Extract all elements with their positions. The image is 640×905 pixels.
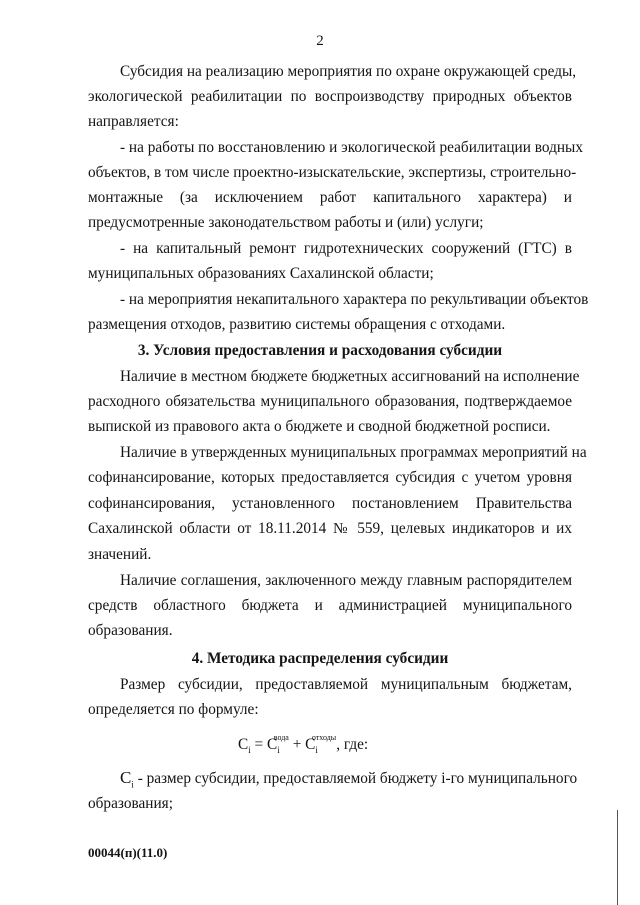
definition-line [120,768,578,794]
paragraph-line: Размер субсидии, предоставляемой муниципальным бюджетам, [120,676,572,693]
paragraph-line: Наличие в утвержденных муниципальных программах мероприятий на [120,444,587,461]
list-item-line: предусмотренные законодательством работы и (или) услуги; [88,214,484,231]
formula-lhs: C [238,736,249,753]
paragraph-line: софинансирование, которых предоставляется субсидия с учетом уровня [88,469,572,486]
list-item-line: - на капитальный ремонт гидротехнических сооружений (ГТС) в [120,240,572,257]
formula-equals: = [254,736,264,753]
page-number: 2 [316,33,324,49]
list-item-line: - на мероприятия некапитального характера по рекультивации объектов [120,291,589,308]
list-item-line: монтажные (за исключением работ капитального характера) и [88,189,572,206]
paragraph-line: направляется: [88,113,179,130]
formula-where: , где: [336,736,369,753]
formula-subscript: i [277,745,280,755]
paragraph-line: значений. [88,546,152,563]
formula-superscript-waste: отходы [311,733,337,742]
subsidy-formula [238,728,368,760]
paragraph-line: Сахалинской области от 18.11.2014 № 559, целевых индикаторов и их [88,520,572,537]
formula-subscript: i [315,745,318,755]
scan-edge-line [617,810,618,905]
definition-symbol-subscript: i [131,779,134,790]
formula-term-waste: C [305,736,316,753]
section-heading: 3. Условия предоставления и расходования субсидии [137,342,503,359]
list-item-line: - на работы по восстановлению и экологической реабилитации водных [120,139,583,156]
formula-term-water: C [267,736,278,753]
paragraph-line: Субсидия на реализацию мероприятия по охране окружающей среды, [120,63,577,80]
paragraph-line: экологической реабилитации по воспроизводству природных объектов [88,88,572,105]
section-heading: 4. Методика распределения субсидии [191,650,449,667]
paragraph-line: выпиской из правового акта о бюджете и сводной бюджетной росписи. [88,418,551,435]
definition-symbol-letter: C [120,768,132,787]
paragraph-line: расходного обязательства муниципального образования, подтверждаемое [88,393,572,410]
formula-plus: + [292,736,302,753]
formula-superscript-water: вода [273,733,289,742]
definition-symbol [120,768,134,790]
list-item-line: размещения отходов, развитию системы обращения с отходами. [88,316,506,333]
formula-subscript: i [248,745,251,755]
list-item-line: муниципальных образованиях Сахалинской области; [88,265,434,282]
paragraph-line: образования; [88,795,173,812]
paragraph-line: софинансирования, установленного постановлением Правительства [88,495,572,512]
paragraph-line: образования. [88,622,173,639]
document-code: 00044(п)(11.0) [88,845,168,860]
paragraph-line: Наличие соглашения, заключенного между главным распорядителем [120,572,572,589]
paragraph-line: Наличие в местном бюджете бюджетных ассигнований на исполнение [120,368,580,385]
paragraph-line: средств областного бюджета и администрацией муниципального [88,597,572,614]
paragraph-line: определяется по формуле: [88,701,259,718]
list-item-line: объектов, в том числе проектно-изыскательские, экспертизы, строительно- [88,164,577,181]
definition-text: - размер субсидии, предоставляемой бюджету i-го муниципального [137,770,578,787]
